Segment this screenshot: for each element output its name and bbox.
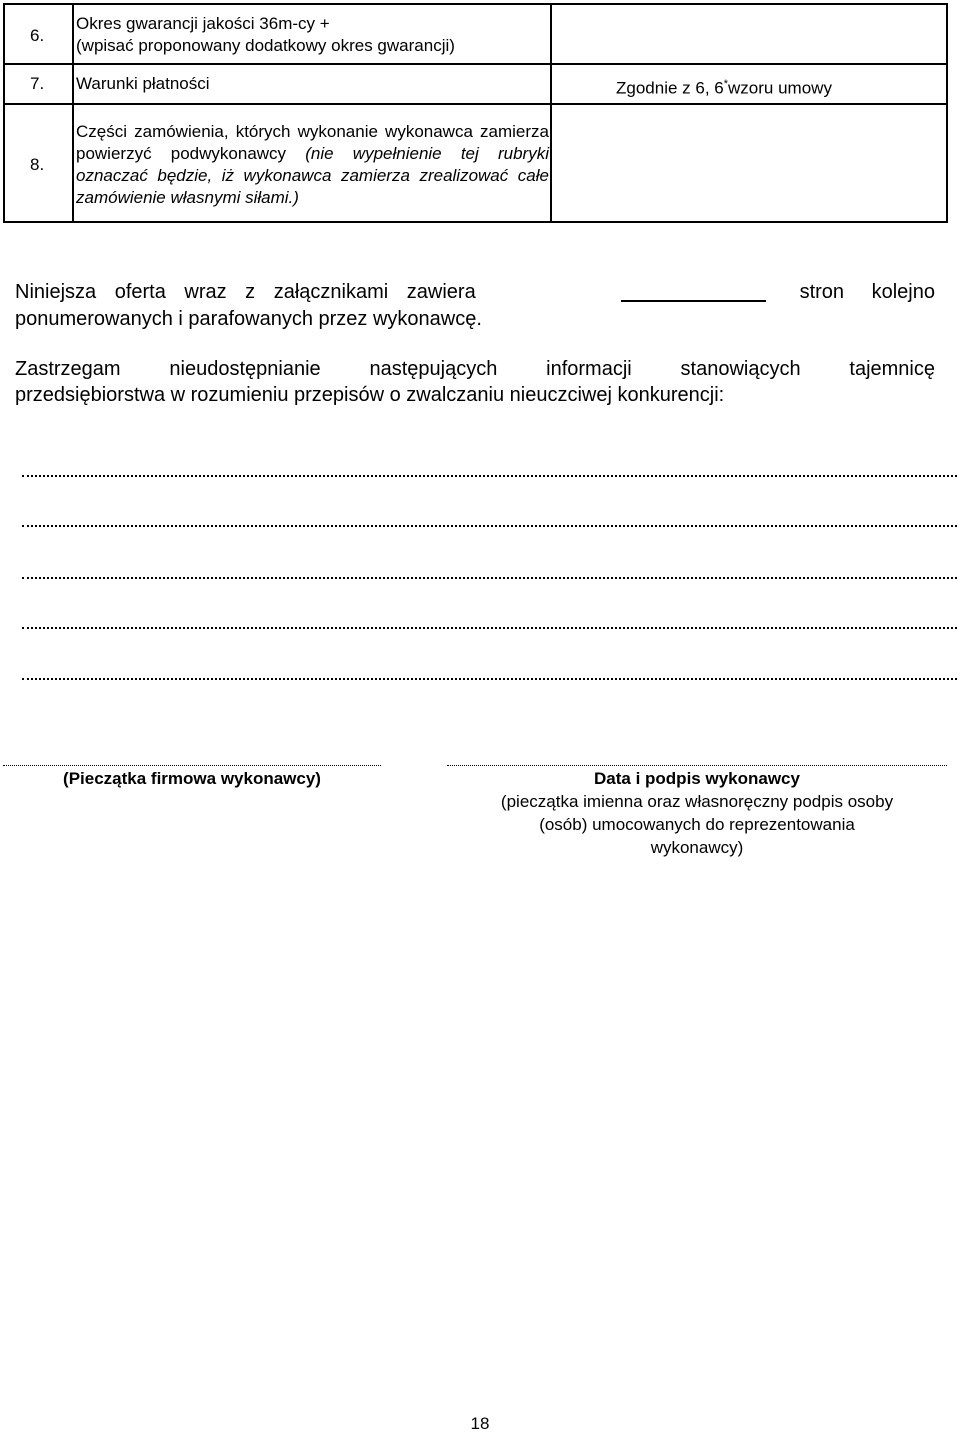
- offer-text-start: Niniejsza oferta wraz z załącznikami zawiera: [15, 281, 476, 303]
- row-8-value-cell[interactable]: [550, 103, 948, 223]
- row-8-number-cell: [3, 103, 74, 223]
- payment-terms-suffix: wzoru umowy: [728, 78, 832, 98]
- warranty-hint: (wpisać proponowany dodatkowy okres gwarancji): [76, 36, 455, 55]
- answer-line[interactable]: [22, 475, 957, 477]
- row-7-number-cell: [3, 63, 74, 105]
- subcontract-description: [76, 121, 549, 209]
- signature-line: [447, 765, 947, 766]
- payment-terms-asterisk: *: [723, 78, 729, 90]
- payment-terms-value: [616, 73, 832, 100]
- page-number: 18: [470, 1414, 490, 1433]
- answer-line[interactable]: [22, 627, 957, 629]
- payment-terms-prefix: Zgodnie z 6, 6: [616, 78, 724, 98]
- row-number: 7.: [30, 74, 45, 93]
- row-7-value-cell: [550, 63, 948, 105]
- signature-desc-3: wykonawcy): [650, 838, 744, 857]
- signature-desc-1: (pieczątka imienna oraz własnoręczny podpis osoby: [500, 792, 894, 811]
- answer-line[interactable]: [22, 577, 957, 579]
- answer-line[interactable]: [22, 525, 957, 527]
- row-number: 6.: [30, 26, 45, 45]
- page-count-blank[interactable]: [621, 300, 766, 302]
- offer-text-end: stron kolejno: [799, 281, 935, 303]
- row-6-label-cell: [72, 3, 552, 65]
- answer-line[interactable]: [22, 678, 957, 680]
- subcontract-hint: (nie wypełnienie tej rubryki oznaczać będzie, iż wykonawca zamierza zrealizować całe zamówienie własnymi siłami.): [76, 144, 549, 207]
- row-8-label-cell: [72, 103, 552, 223]
- company-stamp-line: [3, 765, 381, 766]
- subcontract-label: Części zamówienia, których wykonanie wykonawca zamierza powierzyć podwykonawcy: [76, 122, 549, 163]
- payment-terms-label: Warunki płatności: [76, 74, 210, 93]
- signature-title: Data i podpis wykonawcy: [594, 769, 800, 788]
- warranty-label: Okres gwarancji jakości 36m-cy +: [76, 14, 330, 33]
- row-6-value-cell[interactable]: [550, 3, 948, 65]
- company-stamp-label: (Pieczątka firmowa wykonawcy): [63, 769, 321, 788]
- offer-text-line2: ponumerowanych i parafowanych przez wykonawcę.: [15, 308, 482, 330]
- reservation-line2: przedsiębiorstwa w rozumieniu przepisów o zwalczaniu nieuczciwej konkurencji:: [15, 384, 725, 406]
- row-7-label-cell: [72, 63, 552, 105]
- reservation-line1: Zastrzegam nieudostępnianie następujących informacji stanowiących tajemnicę: [15, 358, 935, 380]
- signature-block: [447, 767, 947, 859]
- signature-desc-2: (osób) umocowanych do reprezentowania: [539, 815, 855, 834]
- row-6-number-cell: [3, 3, 74, 65]
- row-number: 8.: [30, 155, 45, 174]
